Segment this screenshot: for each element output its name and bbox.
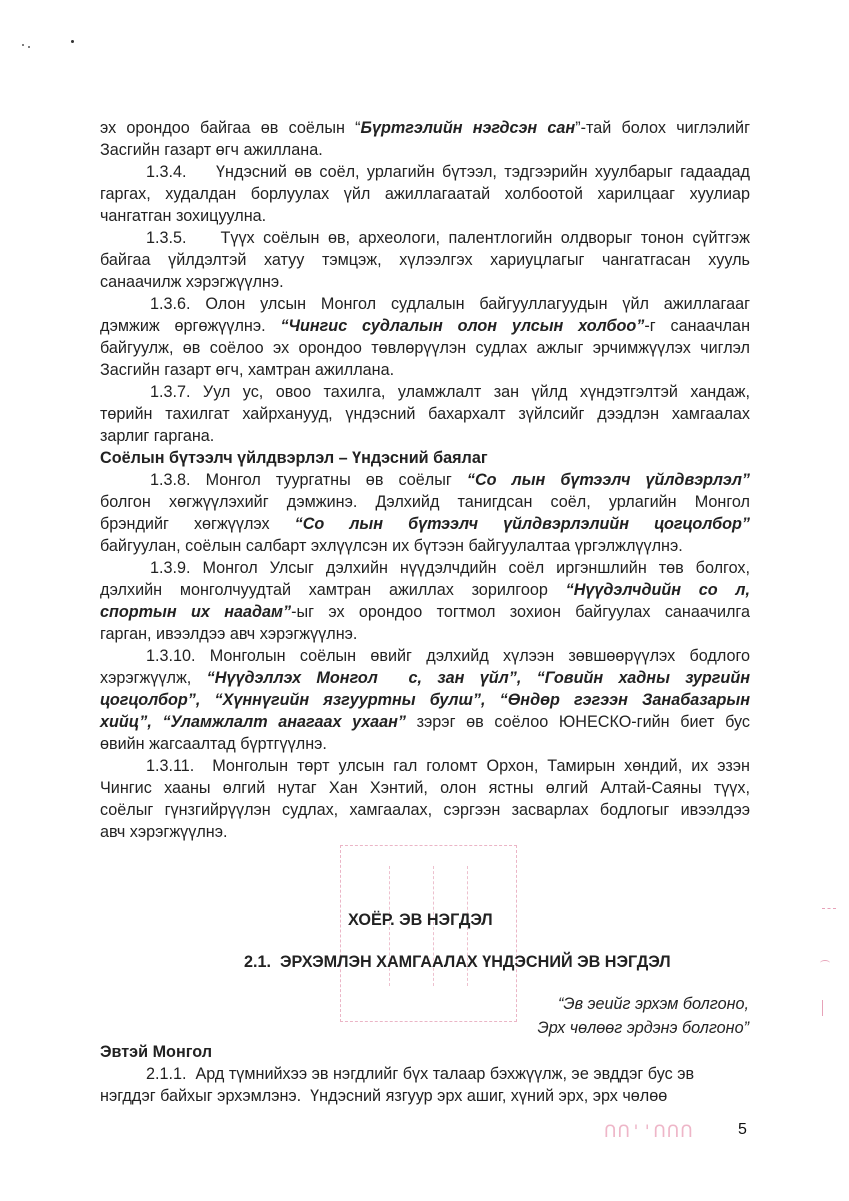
emphasis: спортын их наадам” — [100, 603, 292, 621]
paragraph-1-3-5: 1.3.5. Түүх соёлын өв, археологи, палентлогийн олдворыг тонон сүйтгэж — [146, 229, 750, 247]
scan-speck — [71, 40, 74, 43]
paragraph-1-3-7: 1.3.7. Уул ус, овоо тахилга, уламжлалт зан үйлд хүндэтгэлтэй хандаж, — [150, 383, 750, 401]
epigraph-line: “Эв эеийг эрхэм болгоно, — [557, 995, 749, 1013]
subsection-heading: Эвтэй Монгол — [100, 1043, 213, 1061]
text-line: гаргах, худалдан борлуулах үйл ажиллагаатай холбоотой харилцааг хуулиар — [100, 185, 750, 203]
paragraph-1-3-8: 1.3.8. Монгол туургатны өв соёлыг “Со лын бүтээлч үйлдвэрлэл” — [150, 471, 750, 489]
text-line: Чингис хааны өлгий нутаг Хан Хэнтий, олон ястны өлгий Алтай-Саяны түүх, — [100, 779, 750, 797]
text-line: зарлиг гаргана. — [100, 427, 215, 445]
text-line: өвийн жагсаалтад бүртгүүлнэ. — [100, 735, 327, 753]
stamp-impression: ᑎᑎ''ᑎᑎᑎ — [604, 1122, 694, 1142]
text-line: дэлхийн монголчуудтай хамтран ажиллах зорилгоор “Нүүдэлчдийн со л, — [100, 581, 750, 599]
scan-speck — [22, 44, 24, 46]
chapter-title: ХОЁР. ЭВ НЭГДЭЛ — [348, 911, 493, 929]
paragraph-1-3-10: 1.3.10. Монголын соёлын өвийг дэлхийд хүлээн зөвшөөрүүлэх бодлого — [146, 647, 750, 665]
text-line: чангатган зохицуулна. — [100, 207, 267, 225]
page-number: 5 — [738, 1121, 747, 1138]
text-line: байгаа үйлдэлтэй хатуу тэмцэж, хүлээлгэх хариуцлагыг чангатгасан хууль — [100, 251, 750, 269]
text-line: хэрэгжүүлж, “Нүүдэллэх Монгол с, зан үйл”, “Говийн хадны зургийн — [100, 669, 750, 687]
text-line: байгуулж, өв соёлоо эх орондоо төвлөрүүлэн судлах ажлыг эрчимжүүлэх чиглэл — [100, 339, 750, 357]
text-line: нэгддэг байхыг эрхэмлэнэ. Үндэсний язгуур эрх ашиг, хүний эрх, эрх чөлөө — [100, 1087, 668, 1105]
emphasis: “Чингис судлалын олон улсын холбоо” — [280, 317, 645, 335]
emphasis: хийц”, “Уламжлалт анагаах ухаан” — [100, 713, 406, 731]
text-line: санаачилж хэрэгжүүлнэ. — [100, 273, 284, 291]
text-line: гарган, ивээлдээ авч хэрэгжүүлнэ. — [100, 625, 358, 643]
text-line: авч хэрэгжүүлнэ. — [100, 823, 228, 841]
subsection-heading: Соёлын бүтээлч үйлдвэрлэл – Үндэсний баялаг — [100, 449, 488, 467]
margin-mark — [822, 1000, 823, 1016]
text-line: брэндийг хөгжүүлэх “Со лын бүтээлч үйлдвэрлэлийн цогцолбор” — [100, 515, 750, 533]
margin-mark — [820, 960, 830, 966]
emphasis: “Со лын бүтээлч үйлдвэрлэл” — [466, 471, 750, 489]
official-stamp — [340, 845, 517, 1022]
text-line: спортын их наадам”-ыг эх орондоо тогтмол зохион байгуулах санаачилга — [100, 603, 750, 621]
emphasis: “Со лын бүтээлч үйлдвэрлэлийн цогцолбор” — [294, 515, 750, 533]
text-line: байгуулан, соёлын салбарт эхлүүлсэн их бүтээн байгуулалтаа үргэлжлүүлнэ. — [100, 537, 683, 555]
text-line: соёлыг гүнзгийрүүлэн судлах, хамгаалах, сэргээн засварлах бодлогыг ивээлдээ — [100, 801, 750, 819]
paragraph-2-1-1: 2.1.1. Ард түмнийхээ эв нэгдлийг бүх талаар бэхжүүлж, эе эвддэг бус эв — [146, 1065, 695, 1083]
epigraph-line: Эрх чөлөөг эрдэнэ болгоно” — [537, 1019, 749, 1037]
emphasis: “Нүүдэллэх Монгол с, зан үйл”, “Говийн хадны зургийн — [206, 669, 750, 687]
margin-mark — [822, 908, 836, 909]
emphasis: Бүртгэлийн нэгдсэн сан — [360, 119, 576, 137]
text-line: болгон хөгжүүлэхийг дэмжинэ. Дэлхийд танигдсан соёл, урлагийн Монгол — [100, 493, 750, 511]
paragraph-1-3-4: 1.3.4. Үндэсний өв соёл, урлагийн бүтээл, тэдгээрийн хуулбарыг гадаадад — [146, 163, 750, 181]
section-title: 2.1. ЭРХЭМЛЭН ХАМГААЛАХ ҮНДЭСНИЙ ЭВ НЭГДЭЛ — [244, 953, 671, 971]
text-line: эх орондоо байгаа өв соёлын “Бүртгэлийн нэгдсэн сан”-тай болох чиглэлийг — [100, 119, 750, 137]
paragraph-1-3-6: 1.3.6. Олон улсын Монгол судлалын байгууллагуудын үйл ажиллагааг — [150, 295, 750, 313]
text-line: Засгийн газарт өгч ажиллана. — [100, 141, 323, 159]
text-line: Засгийн газарт өгч, хамтран ажиллана. — [100, 361, 395, 379]
text-line: дэмжиж өргөжүүлнэ. “Чингис судлалын олон улсын холбоо”-г санаачлан — [100, 317, 751, 335]
paragraph-1-3-9: 1.3.9. Монгол Улсыг дэлхийн нүүдэлчдийн соёл иргэншлийн төв болгох, — [150, 559, 750, 577]
text-line: цогцолбор”, “Хүннүгийн язгууртны булш”, “Өндөр гэгээн Занабазарын — [100, 691, 750, 709]
scan-speck — [28, 46, 30, 48]
text-line: хийц”, “Уламжлалт анагаах ухаан” зэрэг өв соёлоо ЮНЕСКО-гийн биет бус — [100, 713, 750, 731]
paragraph-1-3-11: 1.3.11. Монголын төрт улсын гал голомт Орхон, Тамирын хөндий, их эзэн — [146, 757, 750, 775]
emphasis: “Нүүдэлчдийн со л, — [565, 581, 750, 599]
text-line: төрийн тахилгат хайрханууд, үндэсний бахархалт зүйлсийг дээдлэн хамгаалах — [100, 405, 750, 423]
